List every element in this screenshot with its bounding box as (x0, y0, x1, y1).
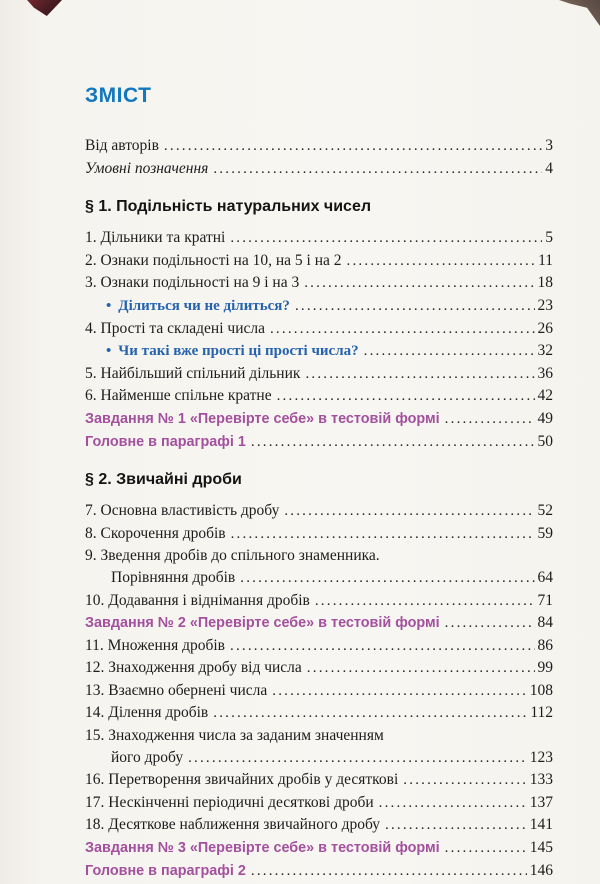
dot-leader (213, 158, 542, 181)
entry-text: 11. Множення дробів (85, 636, 225, 654)
dot-leader (251, 860, 527, 883)
entry-text: 12. Знаходження дробу від числа (85, 659, 302, 677)
dot-leader (284, 500, 534, 523)
entry-text: 10. Додавання і віднімання дробів (85, 591, 310, 609)
toc-entry (85, 545, 553, 567)
dot-leader (240, 567, 534, 590)
toc-entry (85, 702, 553, 725)
toc-entry (85, 792, 553, 815)
dot-leader (231, 523, 535, 546)
dot-leader (213, 702, 527, 725)
toc-entry (85, 227, 553, 250)
dot-leader (445, 612, 535, 635)
toc-entry (85, 135, 553, 158)
dot-leader (347, 250, 536, 273)
entry-text: Головне в параграфі 1 (85, 433, 246, 450)
page-number: 5 (545, 229, 553, 247)
entry-text: 13. Взаємно обернені числа (85, 681, 268, 699)
entry-text: його дробу (111, 748, 184, 766)
dot-leader (385, 814, 527, 837)
toc-section (85, 469, 553, 882)
page-number: 23 (537, 296, 553, 314)
page-number: 86 (537, 636, 553, 654)
page-number: 49 (537, 409, 553, 427)
entry-text: 4. Прості та складені числа (85, 319, 265, 337)
toc-entry (85, 408, 553, 431)
entry-text: 9. Зведення дробів до спільного знаменника. (85, 547, 380, 565)
toc-entry (85, 769, 553, 792)
dot-leader (230, 227, 542, 250)
toc-section (85, 196, 553, 453)
page-number: 59 (537, 524, 553, 542)
bullet-icon: • (106, 297, 112, 314)
toc-entry (85, 612, 553, 635)
toc-entry (85, 500, 553, 523)
entry-text: 6. Найменше спільне кратне (85, 387, 272, 405)
page-number: 146 (529, 861, 553, 879)
entry-text: 1. Дільники та кратні (85, 229, 226, 247)
dot-leader (403, 769, 526, 792)
page-number: 11 (538, 251, 553, 269)
toc-entry (85, 837, 553, 860)
page-number: 133 (529, 771, 553, 789)
entry-text: 5. Найбільший спільний дільник (85, 364, 301, 382)
page-number: 84 (537, 614, 553, 632)
page-number: 123 (529, 748, 553, 766)
toc-entry (85, 340, 553, 363)
page-number: 50 (537, 432, 553, 450)
dot-leader (164, 135, 542, 158)
toc-entry (85, 523, 553, 546)
page-number: 145 (529, 839, 553, 857)
entry-text: 14. Ділення дробів (85, 704, 209, 722)
toc-entry (85, 725, 553, 747)
toc-entry (85, 318, 553, 341)
dot-leader (307, 657, 535, 680)
page-number: 3 (545, 137, 553, 154)
entry-text: Чи такі вже прості ці прості числа? (118, 343, 359, 360)
page-number: 112 (530, 704, 553, 722)
dot-leader (304, 272, 534, 295)
toc-entry (85, 363, 553, 386)
page-number: 36 (537, 364, 553, 382)
toc-entry (85, 250, 553, 273)
entry-text: 8. Скорочення дробів (85, 524, 226, 542)
dot-leader (188, 747, 527, 770)
dot-leader (270, 318, 535, 341)
page-number: 99 (537, 659, 553, 677)
bullet-icon: • (106, 343, 112, 360)
page-number: 18 (537, 274, 553, 292)
toc-section (85, 135, 553, 180)
toc-entry (85, 590, 553, 613)
dot-leader (295, 295, 535, 318)
dot-leader (445, 408, 535, 431)
page-number: 71 (537, 591, 553, 609)
page-number: 26 (537, 319, 553, 337)
toc-entry (85, 680, 553, 703)
entry-text: Від авторів (85, 137, 159, 154)
page-number: 108 (529, 681, 553, 699)
toc-entry (85, 295, 553, 318)
page-number: 42 (537, 387, 553, 405)
page-number: 141 (529, 816, 553, 834)
entry-text: Умовні позначення (85, 159, 209, 177)
entry-text: Ділиться чи не ділиться? (118, 297, 290, 314)
page-number: 4 (545, 159, 553, 177)
toc-entry (85, 385, 553, 408)
entry-text: Головне в параграфі 2 (85, 862, 246, 879)
toc-list (85, 135, 553, 882)
toc-entry (85, 657, 553, 680)
dot-leader (272, 680, 526, 703)
section-heading: § 1. Подільність натуральних чисел (85, 198, 372, 216)
entry-text: 3. Ознаки подільності на 9 і на 3 (85, 274, 300, 292)
entry-text: Завдання № 2 «Перевірте себе» в тестовій формі (85, 615, 440, 632)
toc-entry (85, 860, 553, 883)
page-number: 32 (537, 342, 553, 360)
page-number: 52 (537, 502, 553, 520)
toc-entry (85, 635, 553, 658)
entry-text: 2. Ознаки подільності на 10, на 5 і на 2 (85, 251, 342, 269)
dot-leader (251, 431, 535, 454)
toc-entry (85, 814, 553, 837)
dot-leader (364, 340, 535, 363)
toc-entry (85, 158, 553, 181)
dot-leader (230, 635, 535, 658)
entry-text: 18. Десяткове наближення звичайного дробу (85, 816, 380, 834)
toc-entry (85, 567, 553, 590)
entry-text: Порівняння дробів (111, 568, 236, 586)
scan-artifact-left (24, 0, 62, 16)
entry-text: 15. Знаходження числа за заданим значенням (85, 727, 384, 745)
dot-leader (277, 385, 535, 408)
scan-artifact-right (550, 0, 600, 26)
dot-leader (445, 837, 527, 860)
entry-text: 17. Нескінченні періодичні десяткові дроби (85, 793, 374, 811)
entry-text: Завдання № 3 «Перевірте себе» в тестовій формі (85, 840, 440, 857)
page-title: ЗМІСТ (85, 84, 152, 107)
entry-text: 7. Основна властивість дробу (85, 502, 280, 520)
page-number: 137 (529, 793, 553, 811)
entry-text: Завдання № 1 «Перевірте себе» в тестовій формі (85, 410, 440, 427)
dot-leader (305, 363, 534, 386)
dot-leader (379, 792, 527, 815)
toc-entry (85, 747, 553, 770)
page-number: 64 (537, 568, 553, 586)
toc-entry (85, 272, 553, 295)
dot-leader (315, 590, 535, 613)
toc-entry (85, 431, 553, 454)
entry-text: 16. Перетворення звичайних дробів у десяткові (85, 771, 399, 789)
section-heading: § 2. Звичайні дроби (85, 471, 242, 489)
